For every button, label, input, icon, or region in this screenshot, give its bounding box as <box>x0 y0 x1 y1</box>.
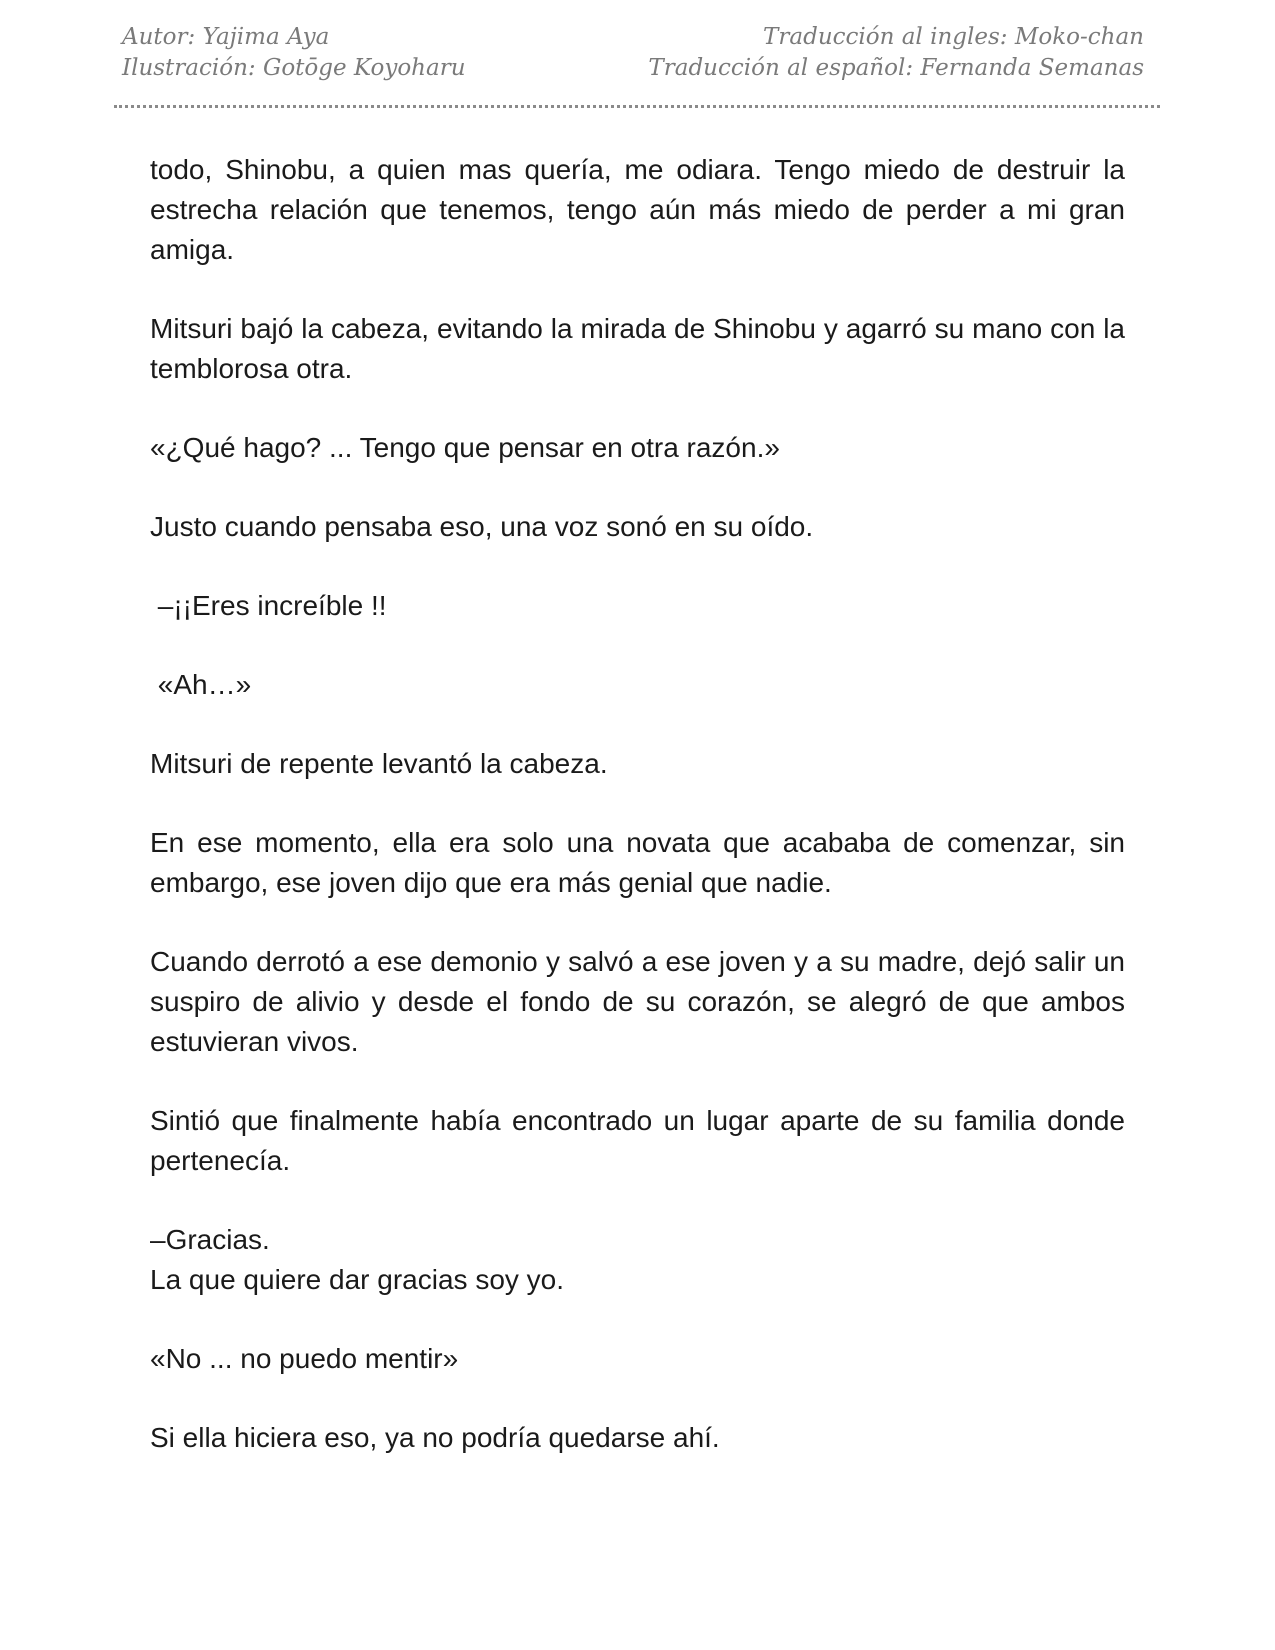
paragraph: «Ah…» <box>150 669 252 700</box>
paragraph: Justo cuando pensaba eso, una voz sonó en su oído. <box>150 511 814 542</box>
paragraph: Cuando derrotó a ese demonio y salvó a ese joven y a su madre, dejó salir un suspiro de alivio y desde el fondo de su corazón, se alegró de que ambos estuvieran vivos. <box>150 946 1125 1057</box>
page-header <box>122 22 1144 84</box>
spanish-translation-credit: Traducción al español: Fernanda Semanas <box>648 55 1144 81</box>
paragraph: –¡¡Eres increíble !! <box>150 590 387 621</box>
paragraph: Si ella hiciera eso, ya no podría quedarse ahí. <box>150 1422 720 1453</box>
paragraph: En ese momento, ella era solo una novata que acababa de comenzar, sin embargo, ese joven dijo que era más genial que nadie. <box>150 827 1125 898</box>
paragraph: –Gracias. <box>150 1224 270 1255</box>
paragraph: Sintió que finalmente había encontrado un lugar aparte de su familia donde pertenecía. <box>150 1105 1125 1176</box>
author-credit: Autor: Yajima Aya <box>122 24 330 50</box>
paragraph: La que quiere dar gracias soy yo. <box>150 1264 565 1295</box>
paragraph: «No ... no puedo mentir» <box>150 1343 459 1374</box>
illustration-credit: Ilustración: Gotōge Koyoharu <box>122 55 466 81</box>
header-divider <box>114 105 1160 108</box>
paragraph: Mitsuri de repente levantó la cabeza. <box>150 748 608 779</box>
paragraph: todo, Shinobu, a quien mas quería, me odiara. Tengo miedo de destruir la estrecha relación que tenemos, tengo aún más miedo de perder a mi gran amiga. <box>150 154 1125 265</box>
header-credits-left <box>122 22 466 84</box>
header-credits-right <box>648 22 1144 84</box>
document-body <box>150 150 1125 1497</box>
paragraph: Mitsuri bajó la cabeza, evitando la mirada de Shinobu y agarró su mano con la temblorosa otra. <box>150 313 1125 384</box>
paragraph: «¿Qué hago? ... Tengo que pensar en otra razón.» <box>150 432 780 463</box>
english-translation-credit: Traducción al ingles: Moko-chan <box>763 24 1144 50</box>
